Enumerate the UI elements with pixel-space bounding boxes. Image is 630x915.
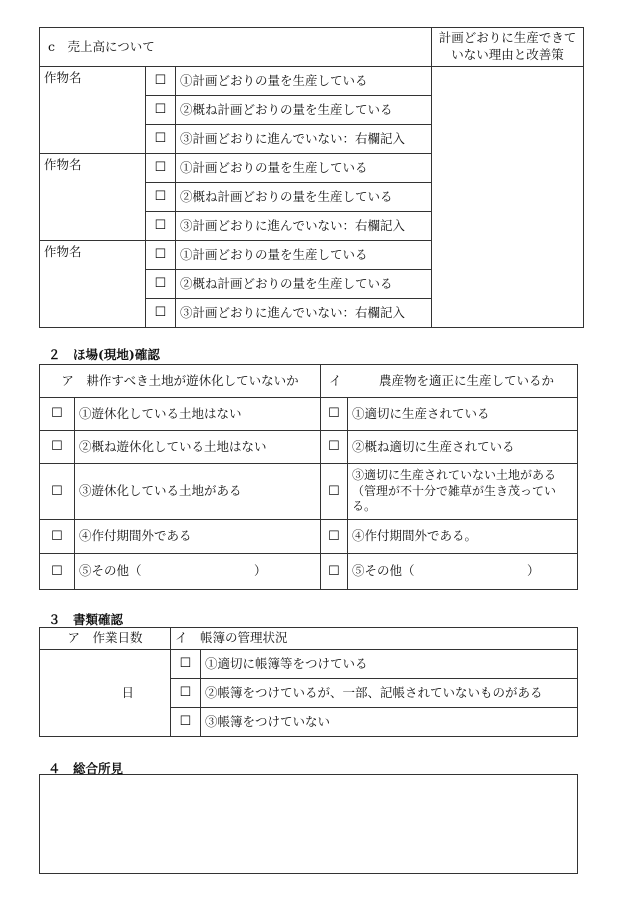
option-2i-3: ③適切に生産されていない土地がある（管理が不十分で雑草が生き茂っている。 [348, 464, 578, 520]
option-c3-2: ②概ね計画どおりの量を生産している [176, 270, 432, 299]
option-c2-1: ①計画どおりの量を生産している [176, 154, 432, 183]
option-2a-2: ②概ね遊休化している土地はない [75, 431, 321, 464]
field-col-a-header: ア 耕作すべき土地が遊休化していないか [40, 365, 321, 398]
checkbox-c2-2[interactable]: ☐ [146, 183, 176, 212]
checkbox-2i-3[interactable]: ☐ [321, 464, 348, 520]
sales-table [39, 27, 584, 328]
field-col-i-header: イ 農産物を適正に生産しているか [321, 365, 578, 398]
checkbox-3-3[interactable]: ☐ [171, 708, 201, 737]
checkbox-2i-5[interactable]: ☐ [321, 554, 348, 590]
checkbox-2a-5[interactable]: ☐ [40, 554, 75, 590]
checkbox-2a-1[interactable]: ☐ [40, 398, 75, 431]
option-2a-3: ③遊休化している土地がある [75, 464, 321, 520]
option-2i-4: ④作付期間外である。 [348, 520, 578, 554]
section-4-heading: ４ 総合所見 [48, 761, 124, 776]
crop-name-label: 作物名 [40, 241, 146, 328]
checkbox-2a-4[interactable]: ☐ [40, 520, 75, 554]
option-c1-1: ①計画どおりの量を生産している [176, 67, 432, 96]
checkbox-2a-3[interactable]: ☐ [40, 464, 75, 520]
work-days-field[interactable] [40, 650, 171, 737]
option-2a-5: ⑤その他（ ） [75, 554, 321, 590]
section-c-title: c 売上高について [40, 28, 432, 67]
option-c3-1: ①計画どおりの量を生産している [176, 241, 432, 270]
checkbox-2i-1[interactable]: ☐ [321, 398, 348, 431]
general-remarks-box[interactable] [39, 774, 578, 874]
field-check-table [39, 364, 578, 590]
checkbox-2i-4[interactable]: ☐ [321, 520, 348, 554]
section-3-heading: ３ 書類確認 [48, 612, 124, 627]
option-c2-3: ③計画どおりに進んでいない：右欄記入 [176, 212, 432, 241]
reason-header: 計画どおりに生産できていない理由と改善策 [432, 28, 584, 67]
option-3-3: ③帳簿をつけていない [201, 708, 578, 737]
option-2a-4: ④作付期間外である [75, 520, 321, 554]
work-days-header: ア 作業日数 [40, 628, 171, 650]
checkbox-3-1[interactable]: ☐ [171, 650, 201, 679]
checkbox-c1-2[interactable]: ☐ [146, 96, 176, 125]
checkbox-2a-2[interactable]: ☐ [40, 431, 75, 464]
checkbox-c3-3[interactable]: ☐ [146, 299, 176, 328]
option-c2-2: ②概ね計画どおりの量を生産している [176, 183, 432, 212]
option-c1-3: ③計画どおりに進んでいない：右欄記入 [176, 125, 432, 154]
section-2-heading: ２ ほ場(現地)確認 [48, 347, 160, 362]
checkbox-c2-1[interactable]: ☐ [146, 154, 176, 183]
document-check-table [39, 627, 578, 737]
reason-field[interactable] [432, 67, 584, 328]
option-2i-2: ②概ね適切に生産されている [348, 431, 578, 464]
day-unit: 日 [121, 684, 134, 700]
option-c3-3: ③計画どおりに進んでいない：右欄記入 [176, 299, 432, 328]
option-2i-5: ⑤その他（ ） [348, 554, 578, 590]
option-2a-1: ①遊休化している土地はない [75, 398, 321, 431]
crop-name-label: 作物名 [40, 67, 146, 154]
checkbox-c2-3[interactable]: ☐ [146, 212, 176, 241]
checkbox-c1-1[interactable]: ☐ [146, 67, 176, 96]
option-2i-1: ①適切に生産されている [348, 398, 578, 431]
ledger-header: イ 帳簿の管理状況 [171, 628, 578, 650]
checkbox-c3-1[interactable]: ☐ [146, 241, 176, 270]
checkbox-3-2[interactable]: ☐ [171, 679, 201, 708]
option-c1-2: ②概ね計画どおりの量を生産している [176, 96, 432, 125]
checkbox-c3-2[interactable]: ☐ [146, 270, 176, 299]
crop-name-label: 作物名 [40, 154, 146, 241]
checkbox-c1-3[interactable]: ☐ [146, 125, 176, 154]
checkbox-2i-2[interactable]: ☐ [321, 431, 348, 464]
option-3-1: ①適切に帳簿等をつけている [201, 650, 578, 679]
option-3-2: ②帳簿をつけているが、一部、記帳されていないものがある [201, 679, 578, 708]
